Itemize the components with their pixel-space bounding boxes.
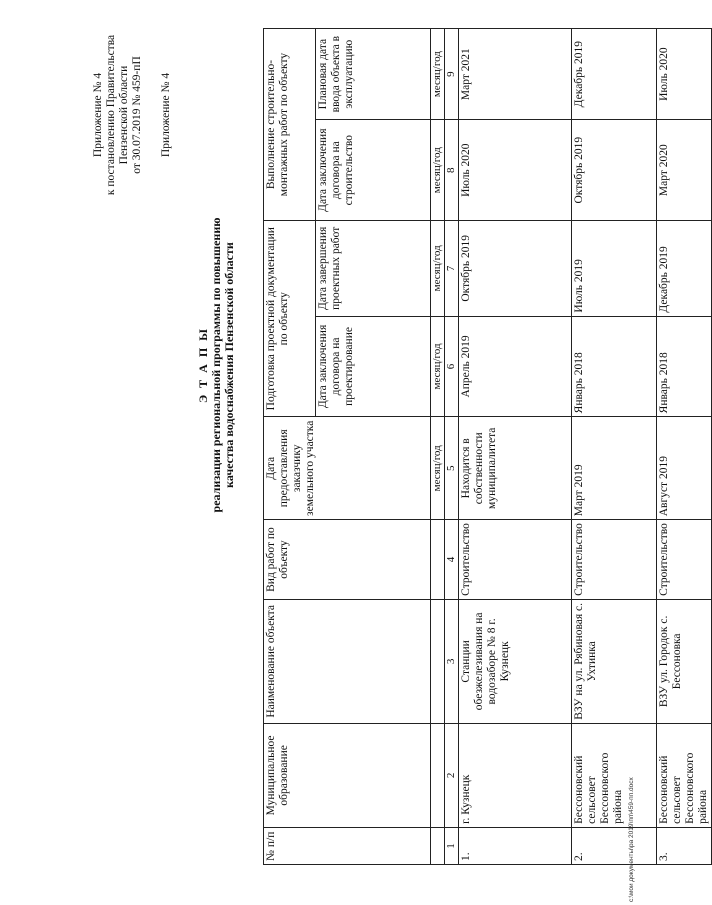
title-line: качества водоснабжения Пензенской области [222, 242, 236, 488]
table-row [657, 29, 712, 865]
unit-cell: месяц/год [431, 417, 445, 520]
row-work-type: Строительство [459, 520, 572, 600]
header-commission-date: Плановая дата ввода объекта в эксплуатацию [315, 29, 430, 120]
row-construction-contract: Июль 2020 [459, 120, 572, 221]
unit-cell: месяц/год [431, 120, 445, 221]
row-construction-contract: Октябрь 2019 [572, 120, 657, 221]
row-object-name: Станции обезжелезивания на водозаборе № 8 г. Кузнецк [459, 599, 572, 723]
appendix-block [92, 15, 144, 215]
header-work-type: Вид работ по объекту [264, 520, 431, 600]
header-construction-contract: Дата заключения договора на строительство [315, 120, 430, 221]
column-number: 4 [445, 520, 459, 600]
unit-cell: месяц/год [431, 29, 445, 120]
column-number: 8 [445, 120, 459, 221]
row-work-type: Строительство [572, 520, 657, 600]
row-design-finish: Октябрь 2019 [459, 221, 572, 316]
unit-cell [431, 827, 445, 864]
row-num: 1. [459, 827, 572, 864]
title-line: реализации региональной программы по повышению [209, 217, 223, 513]
appendix-number: Приложение № 4 [160, 72, 172, 158]
header-design-group: Подготовка проектной документации по объекту [264, 221, 316, 417]
header-municipality: Муниципальное образование [264, 723, 431, 827]
unit-cell [431, 599, 445, 723]
column-number: 9 [445, 29, 459, 120]
row-construction-contract: Март 2020 [657, 120, 712, 221]
unit-cell: месяц/год [431, 316, 445, 417]
row-design-contract: Январь 2018 [572, 316, 657, 417]
row-commission-date: Март 2021 [459, 29, 572, 120]
unit-cell [431, 723, 445, 827]
table-row [572, 29, 657, 865]
document-title [197, 105, 236, 625]
footer-path: c:\мои документы\ра 2019\пп\459-пп.docx [628, 777, 635, 902]
row-design-contract: Апрель 2019 [459, 316, 572, 417]
column-number: 1 [445, 827, 459, 864]
header-design-finish: Дата завершения проектных работ [315, 221, 430, 316]
column-number: 5 [445, 417, 459, 520]
column-number-row [445, 29, 459, 865]
unit-cell [431, 520, 445, 600]
header-row [264, 29, 316, 865]
header-design-contract: Дата заключения договора на проектирование [315, 316, 430, 417]
header-land-date: Дата предоставления заказчику земельного участка [264, 417, 431, 520]
stages-table [263, 28, 712, 865]
title-line: Э Т А П Ы [196, 327, 210, 403]
table-row [459, 29, 572, 865]
row-num: 3. [657, 827, 712, 864]
row-land-date: Находится в собственности муниципалитета [459, 417, 572, 520]
row-design-contract: Январь 2018 [657, 316, 712, 417]
header-construction-group: Выполнение строительно-монтажных работ по объекту [264, 29, 316, 221]
row-design-finish: Июль 2019 [572, 221, 657, 316]
unit-row [431, 29, 445, 865]
row-commission-date: Июль 2020 [657, 29, 712, 120]
row-object-name: ВЗУ на ул. Рябиновая с. Ухтинка [572, 599, 657, 723]
row-land-date: Август 2019 [657, 417, 712, 520]
column-number: 2 [445, 723, 459, 827]
appendix-line: Приложение № 4 [92, 72, 104, 158]
header-object-name: Наименование объекта [264, 599, 431, 723]
row-commission-date: Декабрь 2019 [572, 29, 657, 120]
row-land-date: Март 2019 [572, 417, 657, 520]
row-municipality: Бессоновский сельсовет Бессоновского района [657, 723, 712, 827]
header-num: № п/п [264, 827, 431, 864]
appendix-line: Пензенской области [118, 65, 130, 165]
row-municipality: Бессоновский сельсовет Бессоновского района [572, 723, 657, 827]
row-object-name: ВЗУ ул. Городок с. Бессоновка [657, 599, 712, 723]
column-number: 6 [445, 316, 459, 417]
row-num: 2. [572, 827, 657, 864]
row-design-finish: Декабрь 2019 [657, 221, 712, 316]
row-municipality: г. Кузнецк [459, 723, 572, 827]
column-number: 3 [445, 599, 459, 723]
unit-cell: месяц/год [431, 221, 445, 316]
row-work-type: Строительство [657, 520, 712, 600]
appendix-line: к постановлению Правительства [105, 34, 117, 196]
appendix-line: от 30.07.2019 № 459-пП [131, 56, 143, 174]
column-number: 7 [445, 221, 459, 316]
